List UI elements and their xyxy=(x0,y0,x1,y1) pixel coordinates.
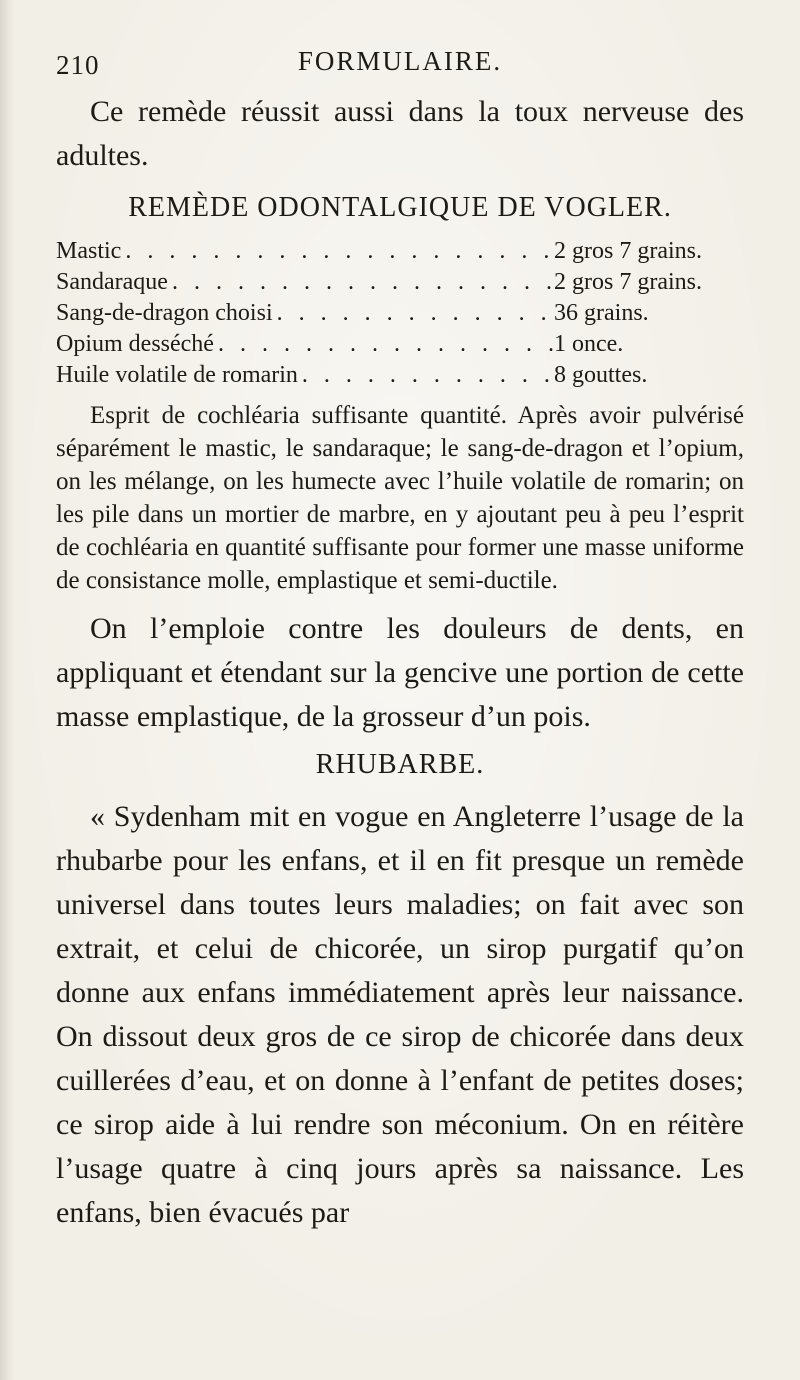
ingredient-list xyxy=(56,236,744,391)
ingredient-row xyxy=(56,267,744,298)
ingredient-row xyxy=(56,298,744,329)
ingredient-row xyxy=(56,360,744,391)
ingredient-name: Sandaraque xyxy=(56,269,168,295)
ingredient-row xyxy=(56,329,744,360)
ingredient-quantity: 1 once. xyxy=(554,331,624,357)
page-header xyxy=(56,44,744,90)
usage-paragraph: On l’emploie contre les douleurs de dents, en appliquant et étendant sur la gencive une portion de cette masse emplastique, de la grosseur d’un pois. xyxy=(56,612,744,733)
ingredient-name: Sang-de-dragon choisi xyxy=(56,300,273,326)
ingredient-name: Opium desséché xyxy=(56,331,214,357)
leader-dots xyxy=(273,298,554,329)
ingredient-quantity: 8 gouttes. xyxy=(554,362,648,388)
ingredient-quantity: 2 gros 7 grains. xyxy=(554,269,702,295)
running-title: FORMULAIRE. xyxy=(297,46,503,76)
section-heading-rhubarbe: RHUBARBE. xyxy=(315,749,485,780)
rhubarbe-paragraph: « Sydenham mit en vogue en Angleterre l’usage de la rhubarbe pour les enfans, et il en fit presque un remède universel dans toutes leurs maladies; on fait avec son extrait, et celui de chicorée, un sirop purgatif qu’on donne aux enfans immédiatement après leur naissance. On dissout deux gros de ce sirop de chicorée dans deux cuillerées d’eau, et on donne à l’enfant de petites doses; ce sirop aide à lui rendre son méconium. On en réitère l’usage quatre à cinq jours après sa naissance. Les enfans, bien évacués par xyxy=(56,800,744,1229)
page-gutter-shadow xyxy=(0,0,14,1380)
leader-dots xyxy=(121,236,554,267)
ingredient-row xyxy=(56,236,744,267)
ingredient-name: Mastic xyxy=(56,238,122,264)
ingredient-name: Huile volatile de romarin xyxy=(56,362,298,388)
intro-paragraph: Ce remède réussit aussi dans la toux nerveuse des adultes. xyxy=(56,95,744,172)
ingredient-quantity: 2 gros 7 grains. xyxy=(554,238,702,264)
leader-dots xyxy=(168,267,554,298)
preparation-paragraph: Esprit de cochléaria suffisante quantité. Après avoir pulvérisé séparément le mastic, le sandaraque; le sang-de-dragon et l’opium, on les mélange, on les humecte avec l’huile volatile de romarin; on les pile dans un mortier de marbre, en y ajoutant peu à peu l’esprit de cochléaria en quantité suffisante pour former une masse uniforme de consistance molle, emplastique et semi-ductile. xyxy=(56,402,744,594)
section-heading-remede: REMÈDE ODONTALGIQUE DE VOGLER. xyxy=(128,192,672,223)
ingredient-quantity: 36 grains. xyxy=(554,300,649,326)
leader-dots xyxy=(214,329,554,360)
leader-dots xyxy=(298,360,554,391)
page-number: 210 xyxy=(56,50,100,80)
